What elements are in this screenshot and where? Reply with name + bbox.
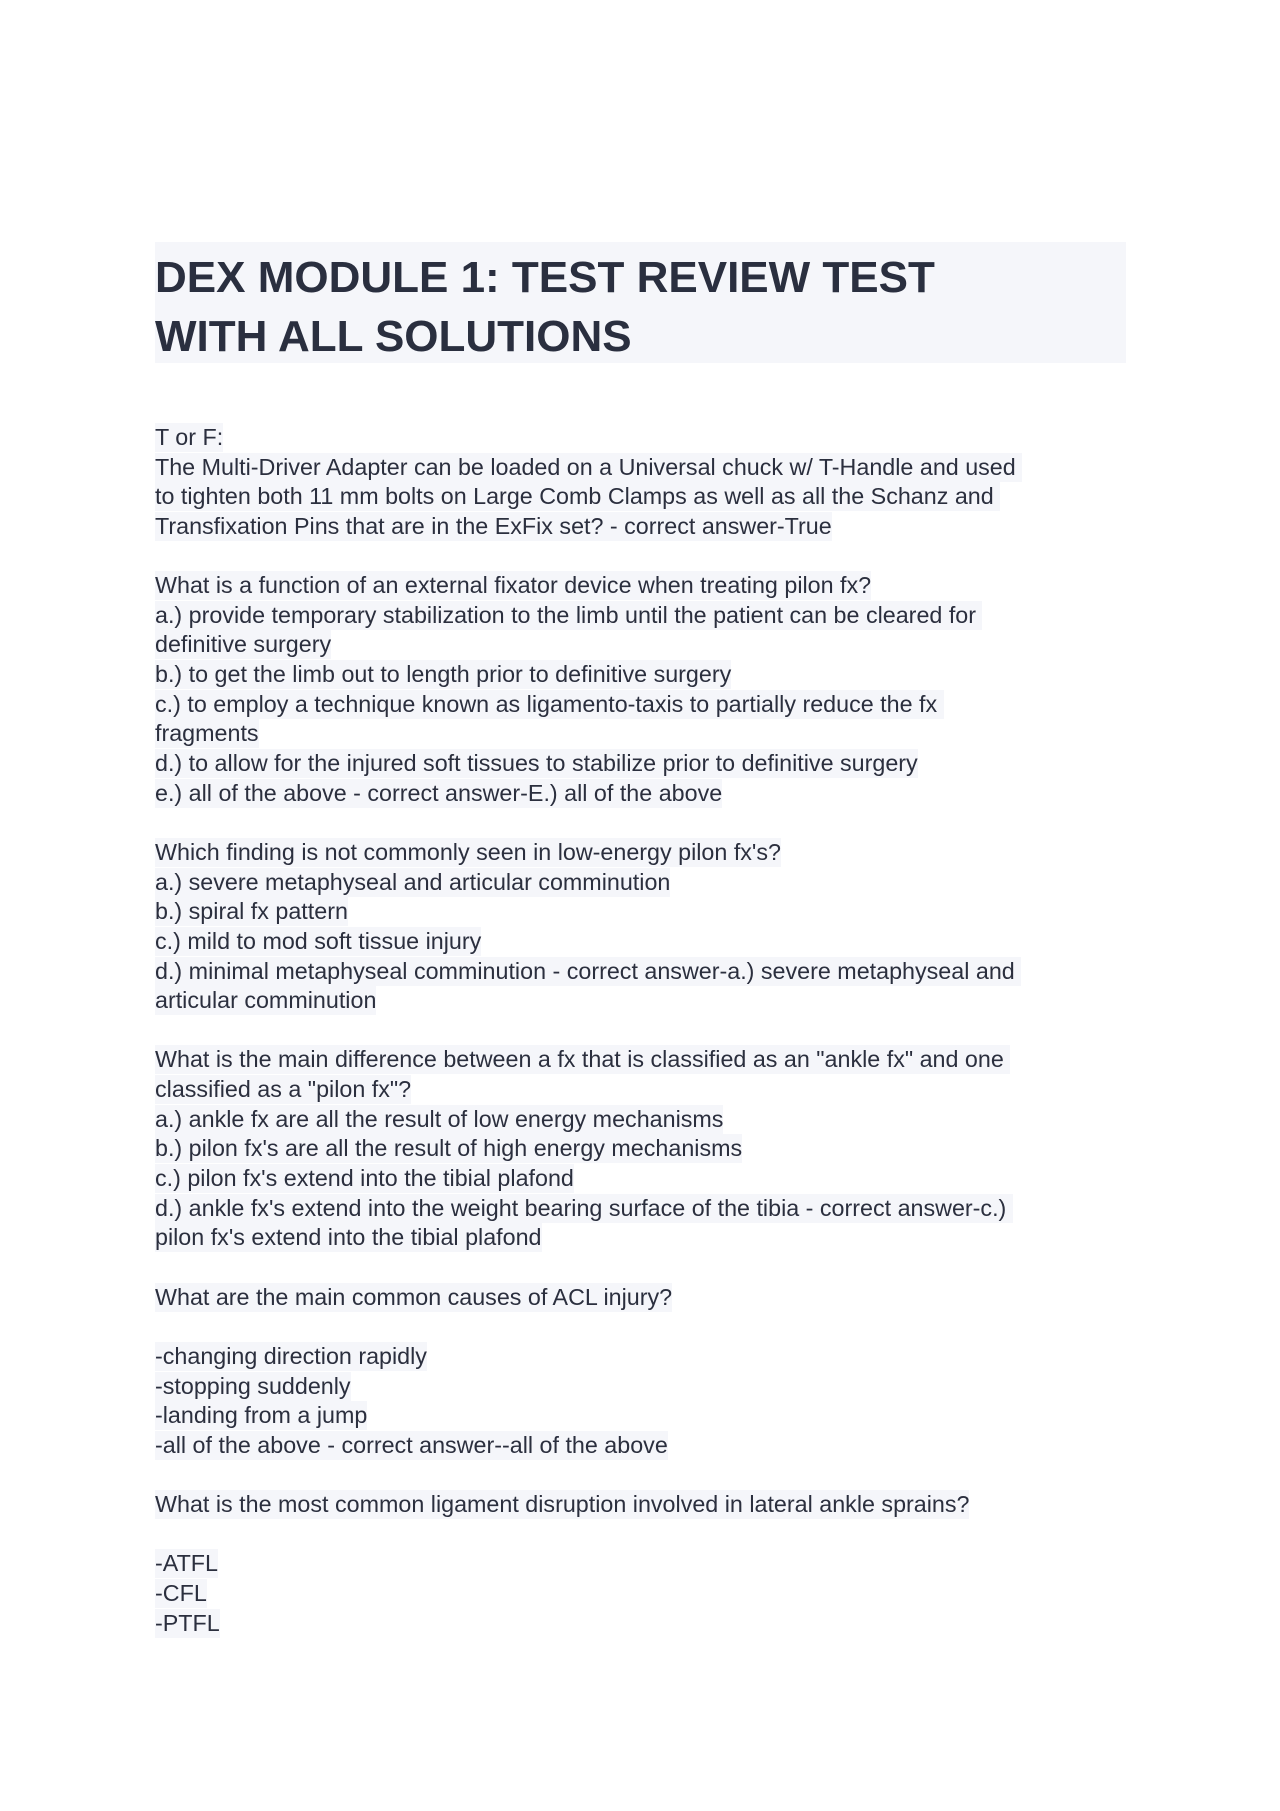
question-text: What are the main common causes of ACL injury? <box>155 1283 673 1310</box>
question-label: T or F: <box>155 424 224 450</box>
answer-option: b.) to get the limb out to length prior to definitive surgery <box>155 661 732 688</box>
spacer <box>155 1253 1155 1283</box>
question-text: classified as a "pilon fx"? <box>155 1076 412 1103</box>
answer-option: c.) to employ a technique known as ligamento-taxis to partially reduce the fx <box>155 690 944 717</box>
question-block-6 <box>155 1490 1155 1638</box>
question-answer: pilon fx's extend into the tibial plafond <box>155 1224 542 1251</box>
answer-option: definitive surgery <box>155 631 332 658</box>
question-block-1 <box>155 423 1155 542</box>
spacer <box>155 1520 1155 1550</box>
answer-option: -stopping suddenly <box>155 1372 351 1399</box>
question-answer: e.) all of the above - correct answer-E.) all of the above <box>155 779 723 806</box>
document-title-block <box>155 242 1126 363</box>
title-line-1: DEX MODULE 1: TEST REVIEW TEST <box>155 253 935 302</box>
spacer <box>155 1016 1155 1046</box>
answer-option: d.) to allow for the injured soft tissues to stabilize prior to definitive surgery <box>155 750 918 777</box>
question-text: Which finding is not commonly seen in low-energy pilon fx's? <box>155 838 781 865</box>
spacer <box>155 542 1155 572</box>
answer-option: c.) pilon fx's extend into the tibial plafond <box>155 1165 574 1192</box>
question-block-2 <box>155 571 1155 808</box>
answer-option: b.) spiral fx pattern <box>155 898 348 925</box>
question-block-3 <box>155 838 1155 1016</box>
title-line-2: WITH ALL SOLUTIONS <box>155 312 632 361</box>
answer-option: b.) pilon fx's are all the result of high energy mechanisms <box>155 1135 743 1162</box>
answer-option: -PTFL <box>155 1609 220 1636</box>
spacer <box>155 808 1155 838</box>
question-answer: Transfixation Pins that are in the ExFix set? - correct answer-True <box>155 512 832 539</box>
answer-option: -landing from a jump <box>155 1402 368 1429</box>
document-title <box>155 248 935 366</box>
question-answer: d.) ankle fx's extend into the weight bearing surface of the tibia - correct answer-c.) <box>155 1194 1013 1221</box>
question-block-5 <box>155 1283 1155 1461</box>
question-block-4 <box>155 1045 1155 1252</box>
answer-option: a.) ankle fx are all the result of low energy mechanisms <box>155 1105 724 1132</box>
question-text: to tighten both 11 mm bolts on Large Comb Clamps as well as all the Schanz and <box>155 483 1001 510</box>
answer-option: c.) mild to mod soft tissue injury <box>155 927 482 954</box>
spacer <box>155 1312 1155 1342</box>
answer-option: a.) provide temporary stabilization to the limb until the patient can be cleared for <box>155 601 983 628</box>
spacer <box>155 1460 1155 1490</box>
question-text: What is a function of an external fixator device when treating pilon fx? <box>155 572 872 599</box>
question-text: What is the most common ligament disruption involved in lateral ankle sprains? <box>155 1491 970 1518</box>
question-answer: d.) minimal metaphyseal comminution - correct answer-a.) severe metaphyseal and <box>155 957 1022 984</box>
question-answer: articular comminution <box>155 987 377 1014</box>
question-text: What is the main difference between a fx that is classified as an "ankle fx" and one <box>155 1046 1011 1073</box>
answer-option: -changing direction rapidly <box>155 1342 427 1369</box>
answer-option: fragments <box>155 720 259 747</box>
question-answer: -all of the above - correct answer--all of the above <box>155 1431 668 1458</box>
document-body <box>155 423 1155 1638</box>
answer-option: -ATFL <box>155 1550 218 1577</box>
answer-option: a.) severe metaphyseal and articular comminution <box>155 868 671 895</box>
answer-option: -CFL <box>155 1579 207 1606</box>
question-text: The Multi-Driver Adapter can be loaded on a Universal chuck w/ T-Handle and used <box>155 453 1023 480</box>
